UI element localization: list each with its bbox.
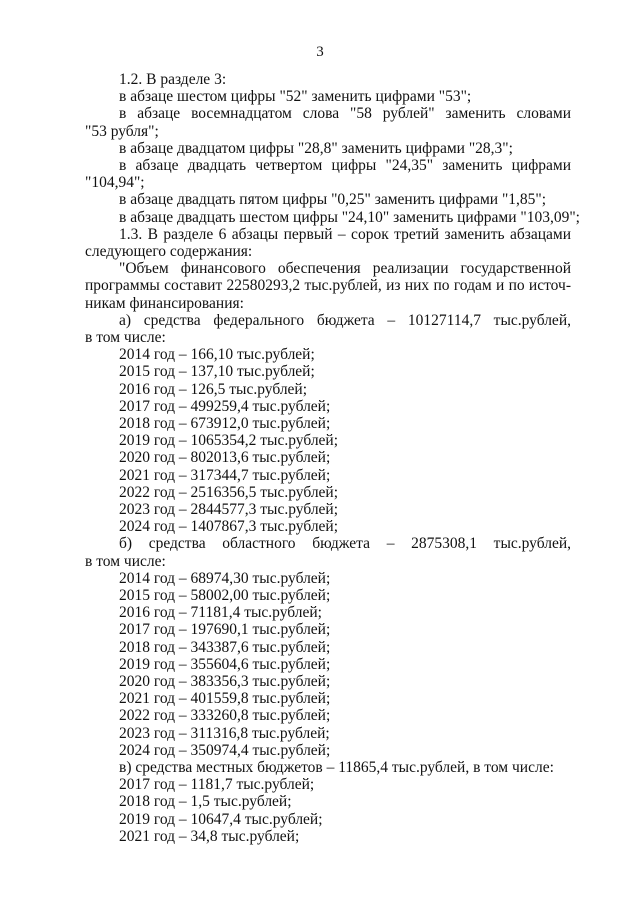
text-line: в) средства местных бюджетов – 11865,4 тыс.рублей, в том числе: [119, 759, 554, 776]
text-line: 2019 год – 355604,6 тыс.рублей; [119, 655, 331, 673]
text-line: 1.2. В разделе 3: [119, 71, 227, 88]
text-line: 2015 год – 137,10 тыс.рублей; [119, 363, 315, 381]
text-line: 2018 год – 1,5 тыс.рублей; [119, 793, 292, 811]
text-line: 2014 год – 68974,30 тыс.рублей; [119, 569, 331, 587]
text-line: 1.3. В разделе 6 абзацы первый – сорок третий заменить абзацами [119, 225, 571, 243]
text-line: 2022 год – 333260,8 тыс.рублей; [119, 707, 331, 725]
page-number: 3 [316, 44, 324, 60]
text-line: "53 рубля"; [85, 122, 159, 140]
text-line: 2021 год – 317344,7 тыс.рублей; [119, 466, 331, 484]
text-line: в абзаце двадцать пятом цифры "0,25" заменить цифрами "1,85"; [119, 191, 547, 209]
text-line: в абзаце шестом цифры "52" заменить цифрами "53"; [119, 88, 472, 106]
text-line: 2021 год – 401559,8 тыс.рублей; [119, 690, 331, 708]
text-line: 2024 год – 1407867,3 тыс.рублей; [119, 518, 339, 536]
text-line: "104,94"; [85, 174, 145, 192]
text-line: 2024 год – 350974,4 тыс.рублей; [119, 741, 331, 759]
text-line: в том числе: [85, 552, 166, 570]
text-line: 2018 год – 343387,6 тыс.рублей; [119, 638, 331, 656]
text-line: 2018 год – 673912,0 тыс.рублей; [119, 415, 331, 432]
text-line: в абзаце восемнадцатом слова "58 рублей" заменить словами [119, 105, 571, 123]
text-line: б) средства областного бюджета – 2875308,1 тыс.рублей, [119, 535, 571, 553]
text-line: а) средства федерального бюджета – 10127114,7 тыс.рублей, [119, 311, 571, 329]
text-line: 2017 год – 499259,4 тыс.рублей; [119, 397, 331, 415]
text-line: в абзаце двадцать четвертом цифры "24,35" заменить цифрами [119, 157, 571, 174]
text-line: "Объем финансового обеспечения реализации государственной [119, 260, 571, 278]
text-line: в абзаце двадцатом цифры "28,8" заменить цифрами "28,3"; [119, 139, 513, 157]
text-line: в том числе: [85, 329, 166, 346]
text-line: 2017 год – 1181,7 тыс.рублей; [119, 776, 315, 794]
text-line: 2023 год – 311316,8 тыс.рублей; [119, 724, 330, 742]
text-line: 2020 год – 383356,3 тыс.рублей; [119, 673, 331, 690]
text-line: 2020 год – 802013,6 тыс.рублей; [119, 449, 331, 467]
text-line: 2019 год – 1065354,2 тыс.рублей; [119, 432, 339, 450]
text-line: 2017 год – 197690,1 тыс.рублей; [119, 621, 331, 639]
text-line: 2015 год – 58002,00 тыс.рублей; [119, 587, 331, 604]
text-line: 2021 год – 34,8 тыс.рублей; [119, 827, 300, 845]
text-line: программы составит 22580293,2 тыс.рублей, из них по годам и по источ- [85, 277, 571, 295]
text-line: 2016 год – 71181,4 тыс.рублей; [119, 604, 322, 622]
text-line: в абзаце двадцать шестом цифры "24,10" заменить цифрами "103,09"; [119, 208, 580, 226]
text-line: никам финансирования: [85, 294, 244, 312]
text-line: 2016 год – 126,5 тыс.рублей; [119, 380, 308, 398]
text-line: 2014 год – 166,10 тыс.рублей; [119, 346, 315, 364]
text-line: 2022 год – 2516356,5 тыс.рублей; [119, 483, 339, 501]
text-line: 2023 год – 2844577,3 тыс.рублей; [119, 501, 339, 518]
text-line: следующего содержания: [85, 243, 253, 260]
text-line: 2019 год – 10647,4 тыс.рублей; [119, 810, 323, 828]
